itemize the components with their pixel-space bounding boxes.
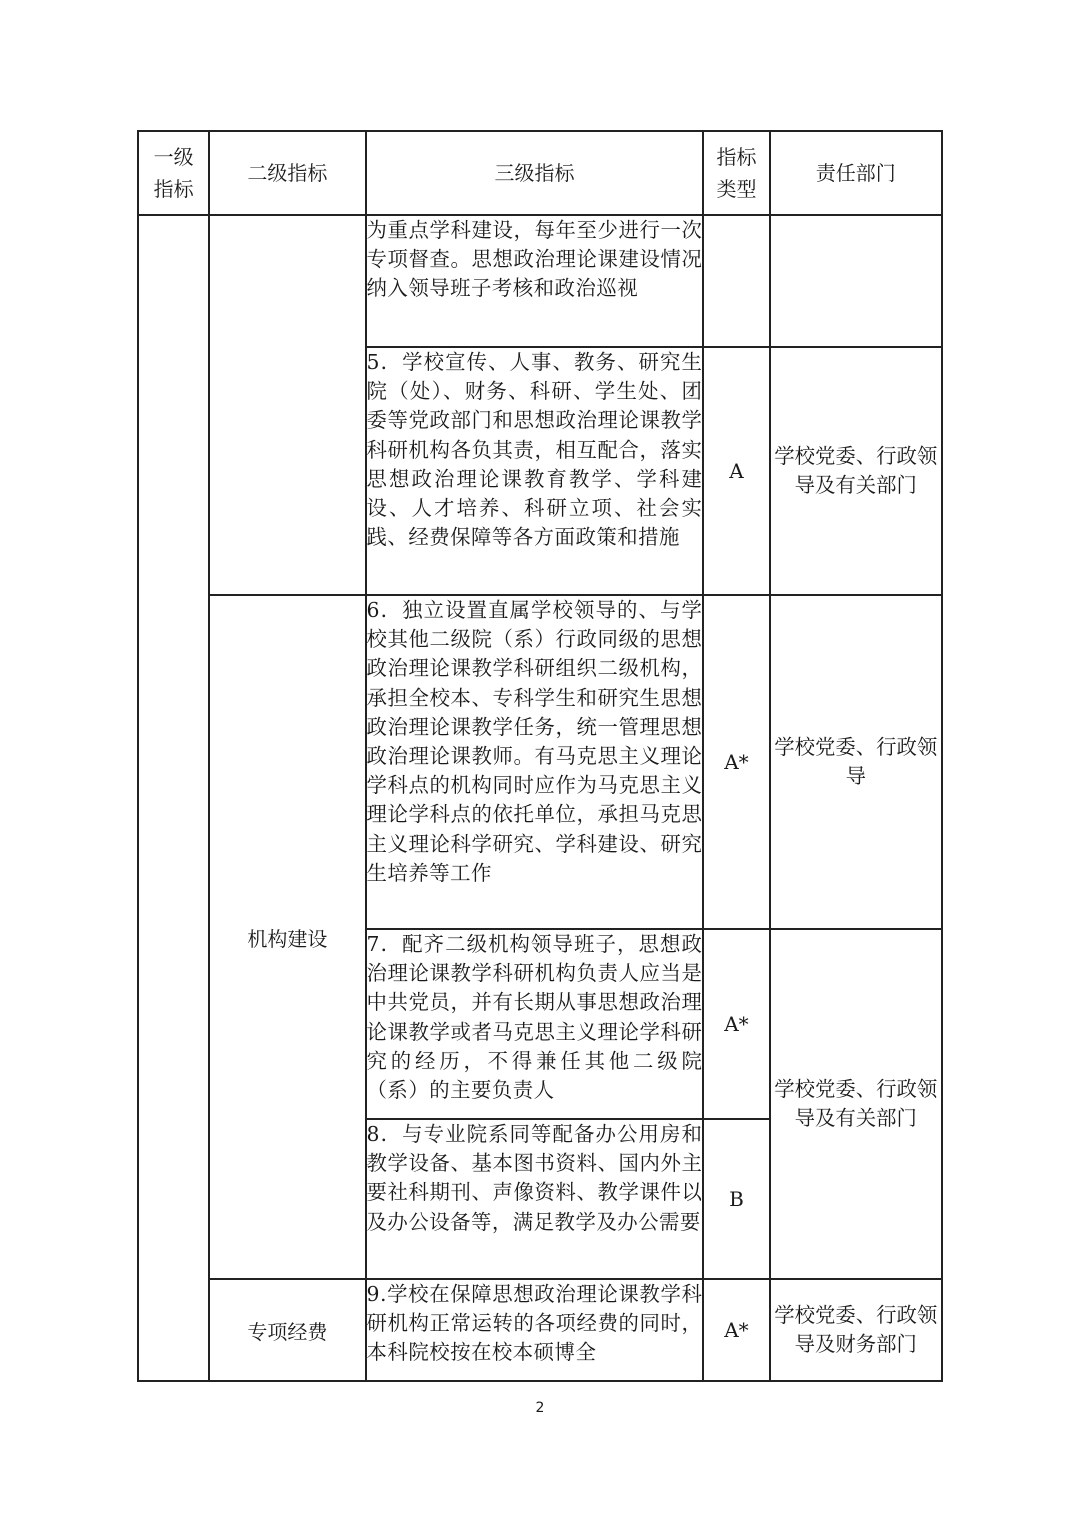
indicator-table [137,130,943,1382]
type-cell: A* [703,595,769,929]
type-cell: A* [703,929,769,1119]
table-row [138,595,942,929]
header-level2: 二级指标 [209,131,365,215]
dept-cell: 学校党委、行政领导 [770,595,942,929]
type-cell [703,215,769,347]
level3-cell: 为重点学科建设，每年至少进行一次专项督查。思想政治理论课建设情况纳入领导班子考核和政治巡视 [366,215,704,347]
type-cell: A* [703,1279,769,1381]
dept-cell [770,215,942,347]
header-dept: 责任部门 [770,131,942,215]
header-level1: 一级 指标 [138,131,209,215]
level2-cell-jigou: 机构建设 [209,595,365,1279]
table-row [138,215,942,347]
dept-cell: 学校党委、行政领导及有关部门 [770,347,942,595]
page-number: 2 [535,1400,545,1416]
level3-cell: 8．与专业院系同等配备办公用房和教学设备、基本图书资料、国内外主要社科期刊、声像资料、教学课件以及办公设备等，满足教学及办公需要 [366,1119,704,1279]
dept-cell-merged: 学校党委、行政领导及有关部门 [770,929,942,1279]
header-level3: 三级指标 [366,131,704,215]
level3-cell: 5．学校宣传、人事、教务、研究生院（处）、财务、科研、学生处、团委等党政部门和思想政治理论课教学科研机构各负其责，相互配合，落实思想政治理论课教育教学、学科建设、人才培养、科研立项、社会实践、经费保障等各方面政策和措施 [366,347,704,595]
level1-cell [138,215,209,1381]
table-row [138,1279,942,1381]
type-cell: B [703,1119,769,1279]
level3-cell: 6．独立设置直属学校领导的、与学校其他二级院（系）行政同级的思想政治理论课教学科研组织二级机构，承担全校本、专科学生和研究生思想政治理论课教学任务，统一管理思想政治理论课教师。有马克思主义理论学科点的机构同时应作为马克思主义理论学科点的依托单位，承担马克思主义理论科学研究、学科建设、研究生培养等工作 [366,595,704,929]
level2-cell-empty [209,215,365,595]
header-row [138,131,942,215]
level3-cell: 9.学校在保障思想政治理论课教学科研机构正常运转的各项经费的同时，本科院校按在校本硕博全 [366,1279,704,1381]
level3-cell: 7．配齐二级机构领导班子，思想政治理论课教学科研机构负责人应当是中共党员，并有长期从事思想政治理论课教学或者马克思主义理论学科研究的经历，不得兼任其他二级院（系）的主要负责人 [366,929,704,1119]
header-type: 指标 类型 [703,131,769,215]
level2-cell-jingfei: 专项经费 [209,1279,365,1381]
dept-cell: 学校党委、行政领导及财务部门 [770,1279,942,1381]
type-cell: A [703,347,769,595]
